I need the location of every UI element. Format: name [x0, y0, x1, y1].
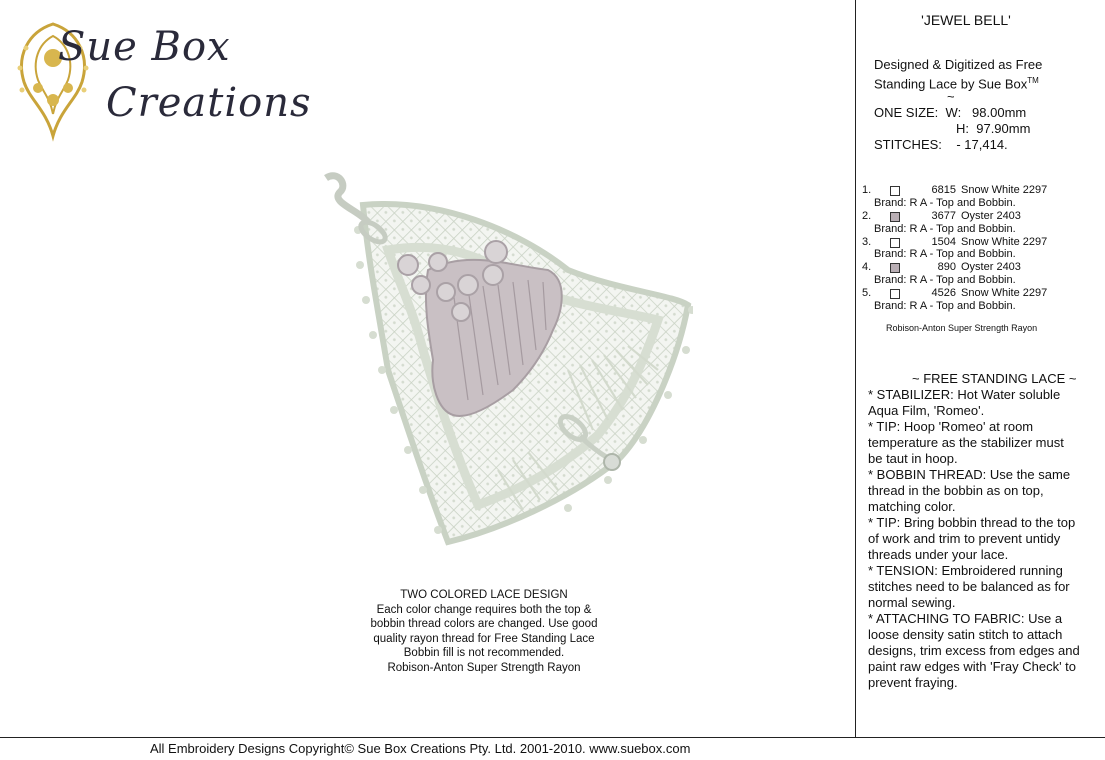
thread-name: Snow White 2297	[961, 235, 1048, 248]
thread-brand: Brand: R A - Top and Bobbin.	[874, 248, 1016, 261]
logo-text-line2: Creations	[106, 80, 312, 126]
color-swatch	[890, 212, 900, 222]
size-height-row	[874, 121, 1030, 137]
instruction-line: paint raw edges with 'Fray Check' to	[868, 659, 1076, 674]
thread-number: 1.	[862, 184, 872, 196]
instruction-line: * TENSION: Embroidered running	[868, 563, 1063, 578]
instruction-line: * ATTACHING TO FABRIC: Use a	[868, 611, 1063, 626]
caption-line: Robison-Anton Super Strength Rayon	[387, 661, 581, 674]
thread-code: 3677	[931, 209, 956, 222]
height-value: 97.90mm	[976, 121, 1031, 136]
instruction-line: * STABILIZER: Hot Water soluble	[868, 387, 1061, 402]
thread-name: Oyster 2403	[961, 209, 1021, 222]
caption-line: Each color change requires both the top &	[376, 603, 592, 616]
thread-brand: Brand: R A - Top and Bobbin.	[874, 274, 1016, 287]
thread-brand: Brand: R A - Top and Bobbin.	[874, 222, 1016, 235]
design-title: 'JEWEL BELL'	[921, 12, 1011, 28]
instruction-line: be taut in hoop.	[868, 451, 958, 466]
height-label: H:	[956, 121, 969, 136]
instruction-line: loose density satin stitch to attach	[868, 627, 1063, 642]
thread-number: 4.	[862, 261, 872, 274]
stitches-row	[874, 137, 1030, 153]
thread-brand: Brand: R A - Top and Bobbin.	[874, 300, 1016, 313]
size-info	[874, 105, 1030, 153]
column-divider	[855, 0, 856, 737]
instruction-line: threads under your lace.	[868, 547, 1009, 562]
sue-box-logo	[8, 18, 318, 148]
fsl-instructions	[868, 387, 1100, 691]
copyright-footer: All Embroidery Designs Copyright© Sue Box Creations Pty. Ltd. 2001-2010. www.suebox.com	[150, 741, 691, 756]
thread-number: 3.	[862, 235, 872, 248]
caption-line: Bobbin fill is not recommended.	[403, 647, 565, 660]
instruction-line: thread in the bobbin as on top,	[868, 483, 1044, 498]
design-caption	[360, 588, 608, 676]
thread-name: Oyster 2403	[961, 261, 1021, 274]
color-swatch	[890, 186, 900, 196]
thread-note: Robison-Anton Super Strength Rayon	[886, 323, 1038, 333]
instruction-line: prevent fraying.	[868, 675, 958, 690]
designed-by	[874, 57, 1042, 92]
stitches-value: - 17,414.	[956, 137, 1008, 152]
caption-line: TWO COLORED LACE DESIGN	[400, 589, 568, 601]
width-label: W:	[945, 105, 962, 120]
color-swatch	[890, 263, 900, 273]
thread-number: 5.	[862, 287, 872, 300]
instruction-line: * TIP: Hoop 'Romeo' at room	[868, 419, 1034, 434]
trademark-mark: TM	[1027, 76, 1039, 85]
designed-by-line1: Designed & Digitized as Free	[874, 57, 1043, 72]
color-swatch	[890, 238, 900, 248]
fsl-heading: ~ FREE STANDING LACE ~	[912, 371, 1077, 386]
logo-text-line1: Sue Box	[58, 24, 231, 70]
thread-brand: Brand: R A - Top and Bobbin.	[874, 196, 1016, 209]
thread-number: 2.	[862, 209, 872, 222]
thread-code: 4526	[931, 287, 956, 300]
thread-name: Snow White 2297	[961, 184, 1048, 196]
color-swatch	[890, 289, 900, 299]
thread-code: 890	[937, 261, 956, 274]
instruction-line: * BOBBIN THREAD: Use the same	[868, 467, 1071, 482]
thread-code: 1504	[931, 235, 956, 248]
thread-code: 6815	[931, 184, 956, 196]
caption-line: quality rayon thread for Free Standing Lace	[373, 632, 595, 645]
stitches-label: STITCHES:	[874, 137, 942, 152]
instruction-line: * TIP: Bring bobbin thread to the top	[868, 515, 1076, 530]
size-width-row	[874, 105, 1030, 121]
designed-by-line2: Standing Lace by Sue Box™	[874, 76, 1039, 92]
instruction-line: Aqua Film, 'Romeo'.	[868, 403, 985, 418]
instruction-line: normal sewing.	[868, 595, 956, 610]
instruction-line: of work and trim to prevent untidy	[868, 531, 1061, 546]
thread-name: Snow White 2297	[961, 287, 1048, 300]
jewel-bell-lace-image	[318, 170, 693, 550]
instruction-line: designs, trim excess from edges and	[868, 643, 1080, 658]
instruction-line: stitches need to be balanced as for	[868, 579, 1070, 594]
instruction-line: temperature as the stabilizer must	[868, 435, 1064, 450]
instruction-line: matching color.	[868, 499, 956, 514]
size-label: ONE SIZE:	[874, 105, 939, 120]
caption-line: bobbin thread colors are changed. Use good	[370, 618, 598, 631]
width-value: 98.00mm	[972, 105, 1027, 120]
footer-divider	[0, 737, 1105, 738]
separator-tilde: ~	[947, 89, 955, 104]
